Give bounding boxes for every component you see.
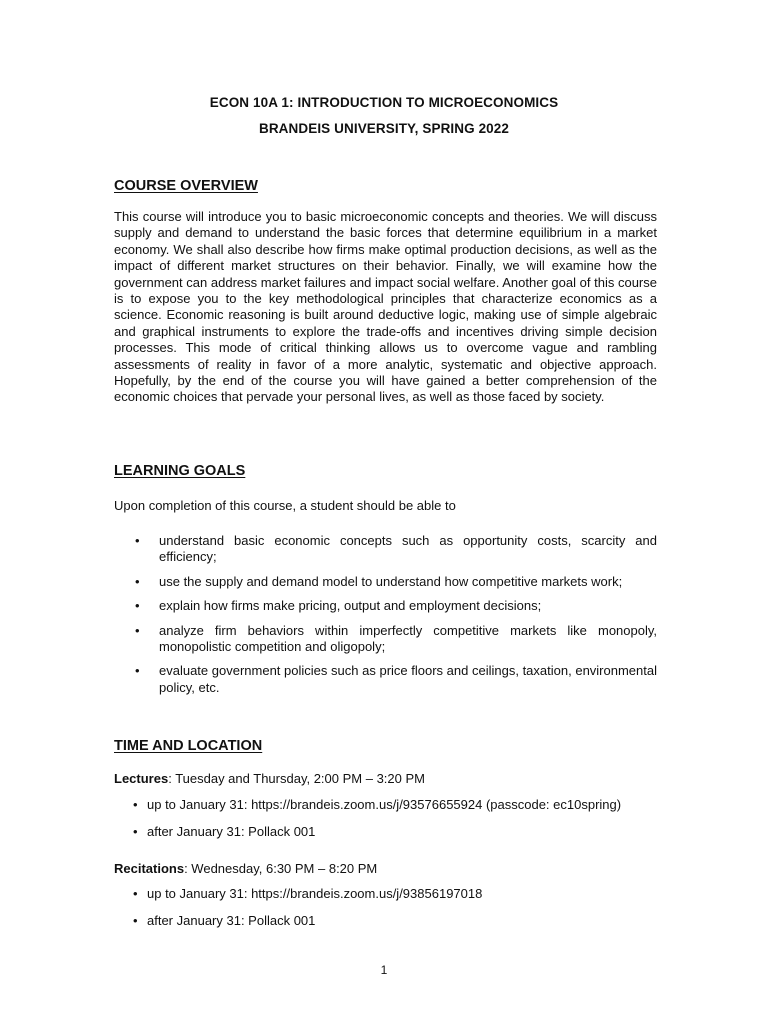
bullet-icon: • <box>135 622 140 638</box>
recitations-line <box>114 861 377 877</box>
goal-text: use the supply and demand model to understand how competitive markets work; <box>159 573 623 589</box>
bullet-icon: • <box>135 663 140 679</box>
bullet-icon: • <box>133 797 138 812</box>
lecture-location-text: after January 31: Pollack 001 <box>147 824 316 840</box>
recitation-location-text: after January 31: Pollack 001 <box>147 913 316 929</box>
lectures-time: : Tuesday and Thursday, 2:00 PM – 3:20 PM <box>168 771 425 786</box>
lectures-list <box>114 797 674 852</box>
goal-text: understand basic economic concepts such as opportunity costs, scarcity and efficiency; <box>159 533 657 565</box>
list-item <box>114 533 657 566</box>
list-item <box>114 824 674 840</box>
list-item <box>114 598 657 614</box>
lectures-label: Lectures <box>114 771 169 786</box>
bullet-icon: • <box>135 598 140 614</box>
learning-goals-intro: Upon completion of this course, a student should be able to <box>114 498 456 513</box>
lectures-line <box>114 771 425 787</box>
goal-text: explain how firms make pricing, output and employment decisions; <box>159 598 542 614</box>
goal-text: evaluate government policies such as price floors and ceilings, taxation, environmental policy, etc. <box>159 663 657 695</box>
lecture-location-text: up to January 31: https://brandeis.zoom.us/j/93576655924 (passcode: ec10spring) <box>147 797 622 812</box>
bullet-icon: • <box>133 824 138 840</box>
bullet-icon: • <box>133 886 138 901</box>
learning-goals-list <box>114 533 657 704</box>
recitations-time: : Wednesday, 6:30 PM – 8:20 PM <box>184 861 378 876</box>
university-term: BRANDEIS UNIVERSITY, SPRING 2022 <box>258 121 510 136</box>
learning-goals-heading: LEARNING GOALS <box>114 463 246 479</box>
course-title: ECON 10A 1: INTRODUCTION TO MICROECONOMICS <box>209 95 559 110</box>
bullet-icon: • <box>135 573 140 589</box>
list-item <box>114 663 657 696</box>
recitations-list <box>114 886 674 941</box>
recitation-location-text: up to January 31: https://brandeis.zoom.us/j/93856197018 <box>147 886 483 901</box>
page-number: 1 <box>380 963 388 977</box>
course-overview-heading: COURSE OVERVIEW <box>114 178 258 194</box>
time-location-heading: TIME AND LOCATION <box>114 738 263 754</box>
bullet-icon: • <box>135 533 140 548</box>
list-item <box>114 574 657 590</box>
goal-text: analyze firm behaviors within imperfectly competitive markets like monopoly, monopolistic competition and oligopoly; <box>159 622 657 655</box>
course-overview-text: This course will introduce you to basic microeconomic concepts and theories. We will discuss supply and demand to understand the basic forces that determine equilibrium in a market economy. We shall also describe how firms make optimal production decisions, as well as the impact of different market structures on their behavior. Finally, we will examine how the government can address market failures and impact social welfare. Another goal of this course is to expose you to the key methodological principles that characterize economics as a science. Economic reasoning is built around deductive logic, making use of simple algebraic and graphical instruments to explore the trade-offs and incentives driving simple decision processes. This mode of critical thinking allows us to overcome vague and rambling assessments of reality in favor of a more analytic, systematic and objective approach. Hopefully, by the end of the course you will have gained a better comprehension of the economic choices that pervade your personal lives, as well as those faced by society. <box>114 209 657 405</box>
recitations-label: Recitations <box>114 861 185 876</box>
bullet-icon: • <box>133 913 138 929</box>
list-item <box>114 913 674 929</box>
list-item <box>114 886 674 902</box>
list-item <box>114 623 657 656</box>
list-item <box>114 797 674 813</box>
